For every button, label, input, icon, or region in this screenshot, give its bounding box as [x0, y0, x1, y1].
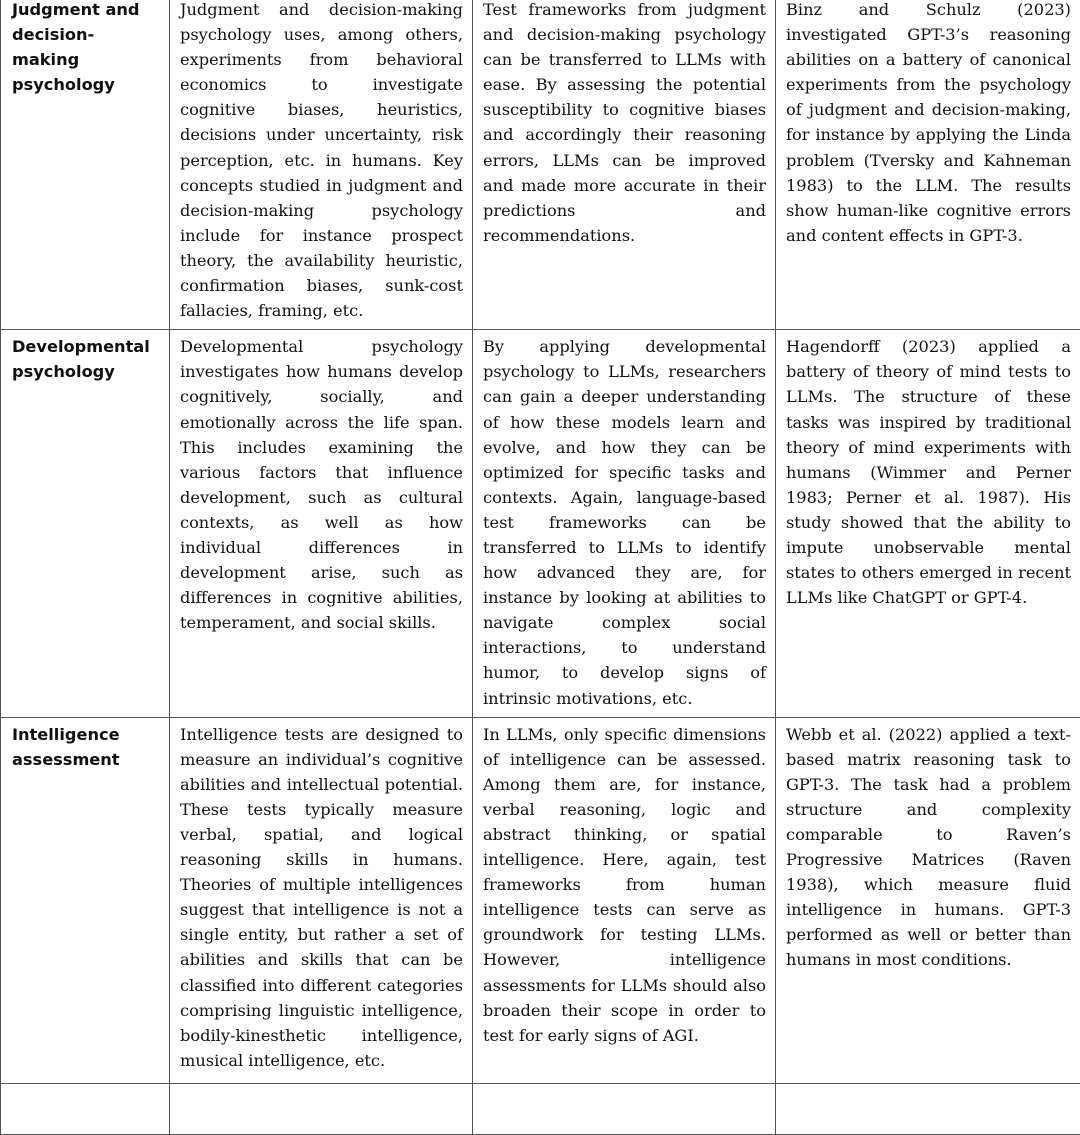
table-row: [1, 717, 1080, 1083]
human-research-cell: Intelligence tests are designed to measure an individual’s cognitive abilities and intellectual potential. These tests typically measure verbal, spatial, and logical reasoning skills in humans. Theories of multiple intelligences suggest that intelligence is not a single entity, but rather a set of abilities and skills that can be classified into different categories comprising linguistic intelligence, bodily-kinesthetic intelligence, musical intelligence, etc.: [170, 717, 473, 1083]
human-research-cell: Judgment and decision-making psychology uses, among others, experiments from behavioral economics to investigate cognitive biases, heuristics, decisions under uncertainty, risk perception, etc. in humans. Key concepts studied in judgment and decision-making psychology include for instance prospect theory, the availability heuristic, confirmation biases, sunk-cost fallacies, framing, etc.: [170, 0, 473, 330]
example-study-cell: Hagendorff (2023) applied a battery of theory of mind tests to LLMs. The structure of these tasks was inspired by traditional theory of mind experiments with humans (Wimmer and Perner 1983; Perner et al. 1987). His study showed that the ability to impute unobservable mental states to others emerged in recent LLMs like ChatGPT or GPT-4.: [776, 330, 1080, 717]
llm-application-cell: Test frameworks from judgment and decision-making psychology can be transferred to LLMs with ease. By assessing the potential susceptibility to cognitive biases and accordingly their reasoning errors, LLMs can be improved and made more accurate in their predictions and recommendations.: [473, 0, 776, 330]
human-research-cell: Developmental psychology investigates how humans develop cognitively, socially, and emotionally across the life span. This includes examining the various factors that influence development, such as cultural contexts, as well as how individual differences in development arise, such as differences in cognitive abilities, temperament, and social skills.: [170, 330, 473, 717]
topic-cell: Developmental psychology: [1, 330, 170, 717]
topic-cell: Intelligence assessment: [1, 717, 170, 1083]
topic-cell: Judgment and decision-making psychology: [1, 0, 170, 330]
llm-application-cell: In LLMs, only specific dimensions of intelligence can be assessed. Among them are, for instance, verbal reasoning, logic and abstract thinking, or spatial intelligence. Here, again, test frameworks from human intelligence tests can serve as groundwork for testing LLMs. However, intelligence assessments for LLMs should also broaden their scope in order to test for early signs of AGI.: [473, 717, 776, 1083]
table-row: [1, 0, 1080, 330]
example-study-cell: Webb et al. (2022) applied a text-based matrix reasoning task to GPT-3. The task had a problem structure and complexity comparable to Raven’s Progressive Matrices (Raven 1938), which measure fluid intelligence in humans. GPT-3 performed as well or better than humans in most conditions.: [776, 717, 1080, 1083]
table-row-partial: [1, 1083, 1080, 1134]
empty-cell: [473, 1083, 776, 1134]
empty-cell: [776, 1083, 1080, 1134]
table-row: [1, 330, 1080, 717]
example-study-cell: Binz and Schulz (2023) investigated GPT-3’s reasoning abilities on a battery of canonical experiments from the psychology of judgment and decision-making, for instance by applying the Linda problem (Tversky and Kahneman 1983) to the LLM. The results show human-like cognitive errors and content effects in GPT-3.: [776, 0, 1080, 330]
empty-cell: [170, 1083, 473, 1134]
llm-application-cell: By applying developmental psychology to LLMs, researchers can gain a deeper understanding of how these models learn and evolve, and how they can be optimized for specific tasks and contexts. Again, language-based test frameworks can be transferred to LLMs to identify how advanced they are, for instance by looking at abilities to navigate complex social interactions, to understand humor, to develop signs of intrinsic motivations, etc.: [473, 330, 776, 717]
empty-cell: [1, 1083, 170, 1134]
